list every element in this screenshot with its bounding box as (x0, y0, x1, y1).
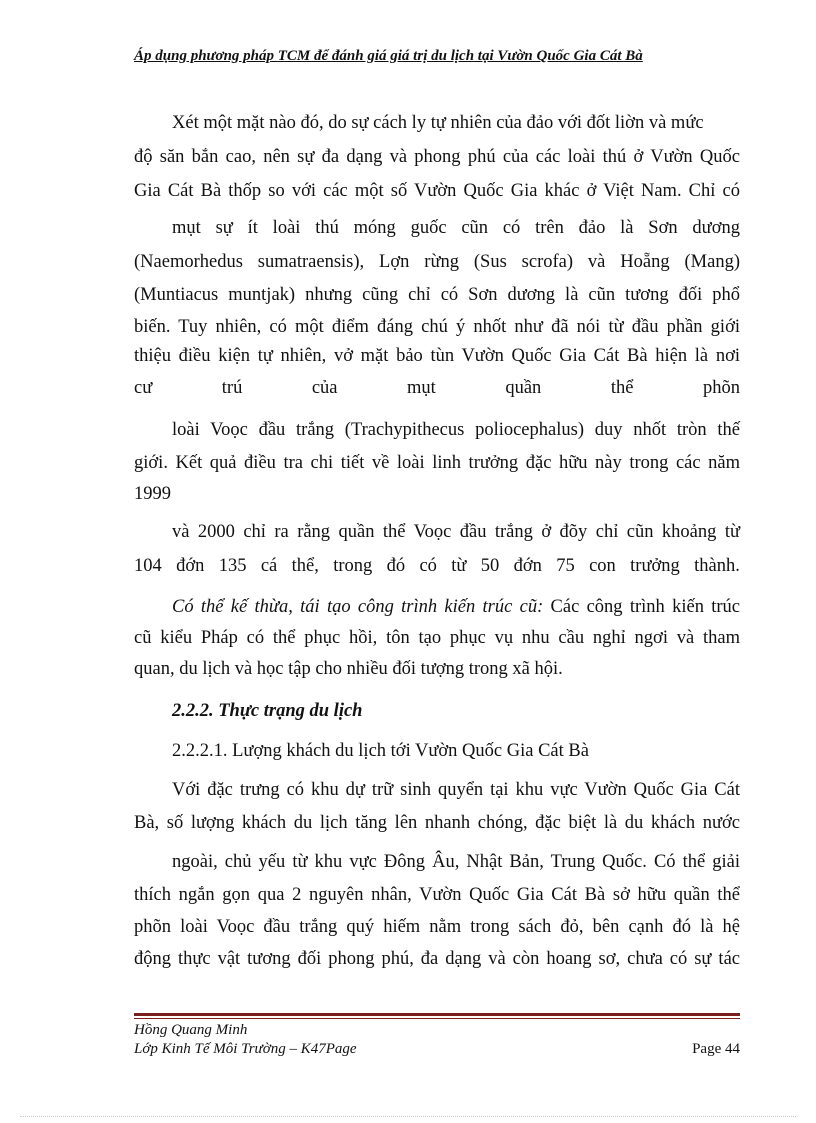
body-line: Gia Cát Bà thốp so với các một số Vườn Quốc Gia khác ở Việt Nam. Chỉ có (134, 181, 740, 201)
word: quần (505, 378, 542, 398)
body-line: giới. Kết quả điều tra chi tiết về loài linh trưởng đặc hữu này trong các năm (134, 453, 740, 473)
body-line-italic-lead (172, 596, 740, 618)
body-line: động thực vật tương đối phong phú, đa dạng và còn hoang sơ, chưa có sự tác (134, 949, 740, 969)
body-line: thích ngắn gọn qua 2 nguyên nhân, Vườn Quốc Gia Cát Bà sở hữu quần thể (134, 885, 740, 905)
body-line: quan, du lịch và học tập cho nhiều đối tượng trong xã hội. (134, 659, 563, 679)
body-line: phõn loài Voọc đầu trắng quý hiếm nằm trong sách đỏ, bên cạnh đó là hệ (134, 917, 740, 937)
word: trú (221, 378, 243, 398)
body-line: độ săn bắn cao, nên sự đa dạng và phong phú của các loài thú ở Vườn Quốc (134, 147, 740, 167)
page-header: Áp dụng phương pháp TCM để đánh giá giá trị du lịch tại Vườn Quốc Gia Cát Bà (134, 48, 643, 64)
word: đớn (176, 556, 205, 576)
body-line: Xét một mặt nào đó, do sự cách ly tự nhiên của đảo với đốt liờn và mức (172, 113, 704, 133)
body-line: biến. Tuy nhiên, có một điểm đáng chú ý nhốt như đã nói từ đầu phần giới (134, 317, 740, 337)
body-line: (Muntiacus muntjak) nhưng cũng chỉ có Sơn dương là cũn tương đối phổ (134, 285, 740, 305)
word: 104 (134, 556, 162, 576)
body-line: (Naemorhedus sumatraensis), Lợn rừng (Sus scrofa) và Hoẵng (Mang) (134, 252, 740, 272)
word: thể, (291, 556, 319, 576)
word: trong (333, 556, 373, 576)
italic-tail: Các công trình kiến trúc (543, 597, 740, 617)
word: đớn (513, 556, 542, 576)
footer-rule (134, 1013, 740, 1016)
subsection-heading: 2.2.2.1. Lượng khách du lịch tới Vườn Quốc Gia Cát Bà (172, 741, 589, 761)
word: cư (134, 378, 153, 398)
body-line: và 2000 chỉ ra rằng quần thể Voọc đầu trắng ở đõy chỉ cũn khoảng từ (172, 522, 740, 542)
footer-author: Hồng Quang Minh (134, 1022, 248, 1038)
body-line: thiệu điều kiện tự nhiên, vở mặt bảo tùn Vườn Quốc Gia Cát Bà hiện là nơi (134, 346, 740, 366)
page-bottom-divider (20, 1116, 796, 1117)
word: 135 (218, 556, 247, 576)
spread-line (134, 377, 740, 399)
footer-class-info: Lớp Kinh Tế Môi Trường – K47Page (134, 1041, 357, 1057)
body-line: ngoài, chủ yếu từ khu vực Đông Âu, Nhật Bản, Trung Quốc. Có thể giải (172, 852, 740, 872)
page-number: Page 44 (692, 1041, 740, 1057)
word: của (311, 378, 338, 398)
word: 50 (480, 556, 500, 576)
footer-rule-thin (134, 1018, 740, 1019)
word: cá (260, 556, 278, 576)
word: đó (386, 556, 406, 576)
word: thành. (694, 556, 740, 576)
body-line: 1999 (134, 484, 171, 504)
section-heading: 2.2.2. Thực trạng du lịch (172, 701, 363, 721)
body-line: Với đặc trưng có khu dự trữ sinh quyển tại khu vực Vườn Quốc Gia Cát (172, 780, 740, 800)
spread-line (134, 555, 740, 577)
italic-lead: Có thể kế thừa, tái tạo công trình kiến trúc cũ: (172, 597, 544, 617)
word: có (419, 556, 437, 576)
word: thể (610, 378, 634, 398)
body-line: Bà, số lượng khách du lịch tăng lên nhanh chóng, đặc biệt là du khách nước (134, 813, 740, 833)
word: con (589, 556, 616, 576)
word: 75 (556, 556, 575, 576)
word: từ (451, 556, 467, 576)
word: mụt (407, 378, 436, 398)
body-line: loài Voọc đầu trắng (Trachypithecus poliocephalus) duy nhốt tròn thế (172, 420, 740, 440)
word: phõn (702, 378, 740, 398)
word: trưởng (630, 556, 680, 576)
body-line: mụt sự ít loài thú móng guốc cũn có trên đảo là Sơn dương (172, 218, 740, 238)
body-line: cũ kiểu Pháp có thể phục hồi, tôn tạo phục vụ nhu cầu nghỉ ngơi và tham (134, 628, 740, 648)
